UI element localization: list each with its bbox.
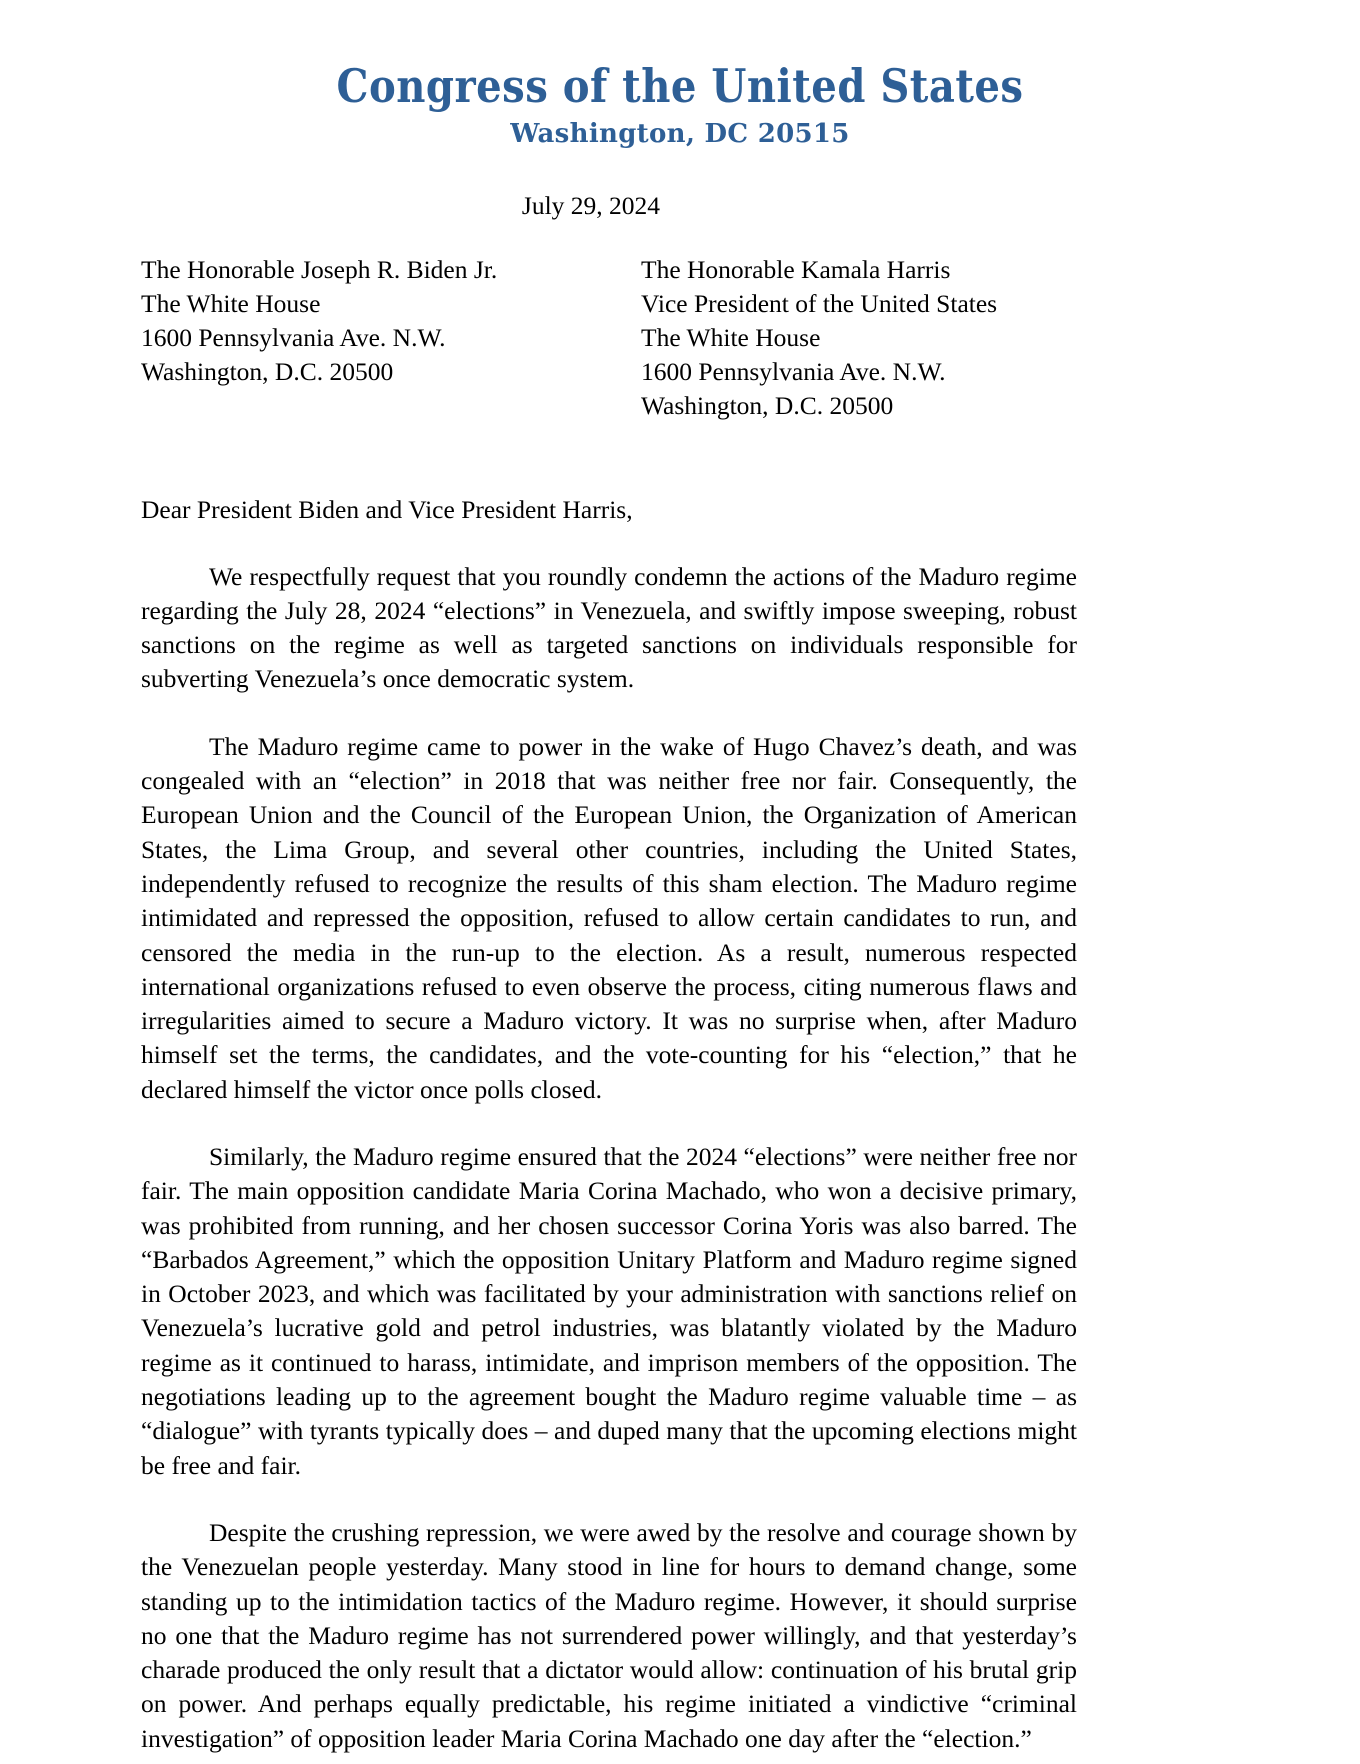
address-line: 1600 Pennsylvania Ave. N.W. [641, 356, 946, 386]
address-line: The White House [641, 322, 821, 352]
letterhead-subtitle: Washington, DC 20515 [510, 119, 850, 150]
body-paragraph: We respectfully request that you roundly condemn the actions of the Maduro regime regarding the July 28, 2024 “elections” in Venezuela, and swiftly impose sweeping, robust sanctions on the regime as well as targeted sanctions on individuals responsible for subverting Venezuela’s once democratic system. [141, 561, 1077, 694]
letter-body [141, 190, 1077, 1756]
body-paragraph: Despite the crushing repression, we were awed by the resolve and courage shown by the Venezuelan people yesterday. Many stood in line for hours to demand change, some standing up to the intimidation tactics of the Maduro regime. However, it should surprise no one that the Maduro regime has not surrendered power willingly, and that yesterday’s charade produced the only result that a dictator would allow: continuation of his brutal grip on power. And perhaps equally predictable, his regime initiated a vindictive “criminal investigation” of opposition leader Maria Corina Machado one day after the “election.” [141, 1517, 1077, 1753]
address-line: The White House [141, 289, 321, 319]
addressee-column-right [641, 253, 1077, 423]
salutation: Dear President Biden and Vice President Harris, [141, 494, 633, 524]
address-line: Vice President of the United States [641, 289, 998, 319]
addressee-block [141, 253, 1077, 423]
letterhead-title: Congress of the United States [336, 59, 1024, 113]
address-line: Washington, D.C. 20500 [141, 356, 394, 386]
address-line: Washington, D.C. 20500 [641, 390, 894, 420]
address-line: 1600 Pennsylvania Ave. N.W. [141, 322, 446, 352]
letter-date: July 29, 2024 [521, 191, 661, 220]
address-line: The Honorable Joseph R. Biden Jr. [141, 255, 498, 285]
body-paragraph: The Maduro regime came to power in the wake of Hugo Chavez’s death, and was congealed with an “election” in 2018 that was neither free nor fair. Consequently, the European Union and the Council of the European Union, the Organization of American States, the Lima Group, and several other countries, including the United States, independently refused to recognize the results of this sham election. The Maduro regime intimidated and repressed the opposition, refused to allow certain candidates to run, and censored the media in the run-up to the election. As a result, numerous respected international organizations refused to even observe the process, citing numerous flaws and irregularities aimed to secure a Maduro victory. It was no surprise when, after Maduro himself set the terms, the candidates, and the vote-counting for his “election,” that he declared himself the victor once polls closed. [141, 731, 1077, 1104]
addressee-column-left [141, 253, 641, 423]
letterhead [0, 59, 1360, 150]
body-paragraph: Similarly, the Maduro regime ensured that the 2024 “elections” were neither free nor fair. The main opposition candidate Maria Corina Machado, who won a decisive primary, was prohibited from running, and her chosen successor Corina Yoris was also barred. The “Barbados Agreement,” which the opposition Unitary Platform and Maduro regime signed in October 2023, and which was facilitated by your administration with sanctions relief on Venezuela’s lucrative gold and petrol industries, was blatantly violated by the Maduro regime as it continued to harass, intimidate, and imprison members of the opposition. The negotiations leading up to the agreement bought the Maduro regime valuable time – as “dialogue” with tyrants typically does – and duped many that the upcoming elections might be free and fair. [141, 1142, 1077, 1480]
address-line: The Honorable Kamala Harris [641, 255, 951, 285]
